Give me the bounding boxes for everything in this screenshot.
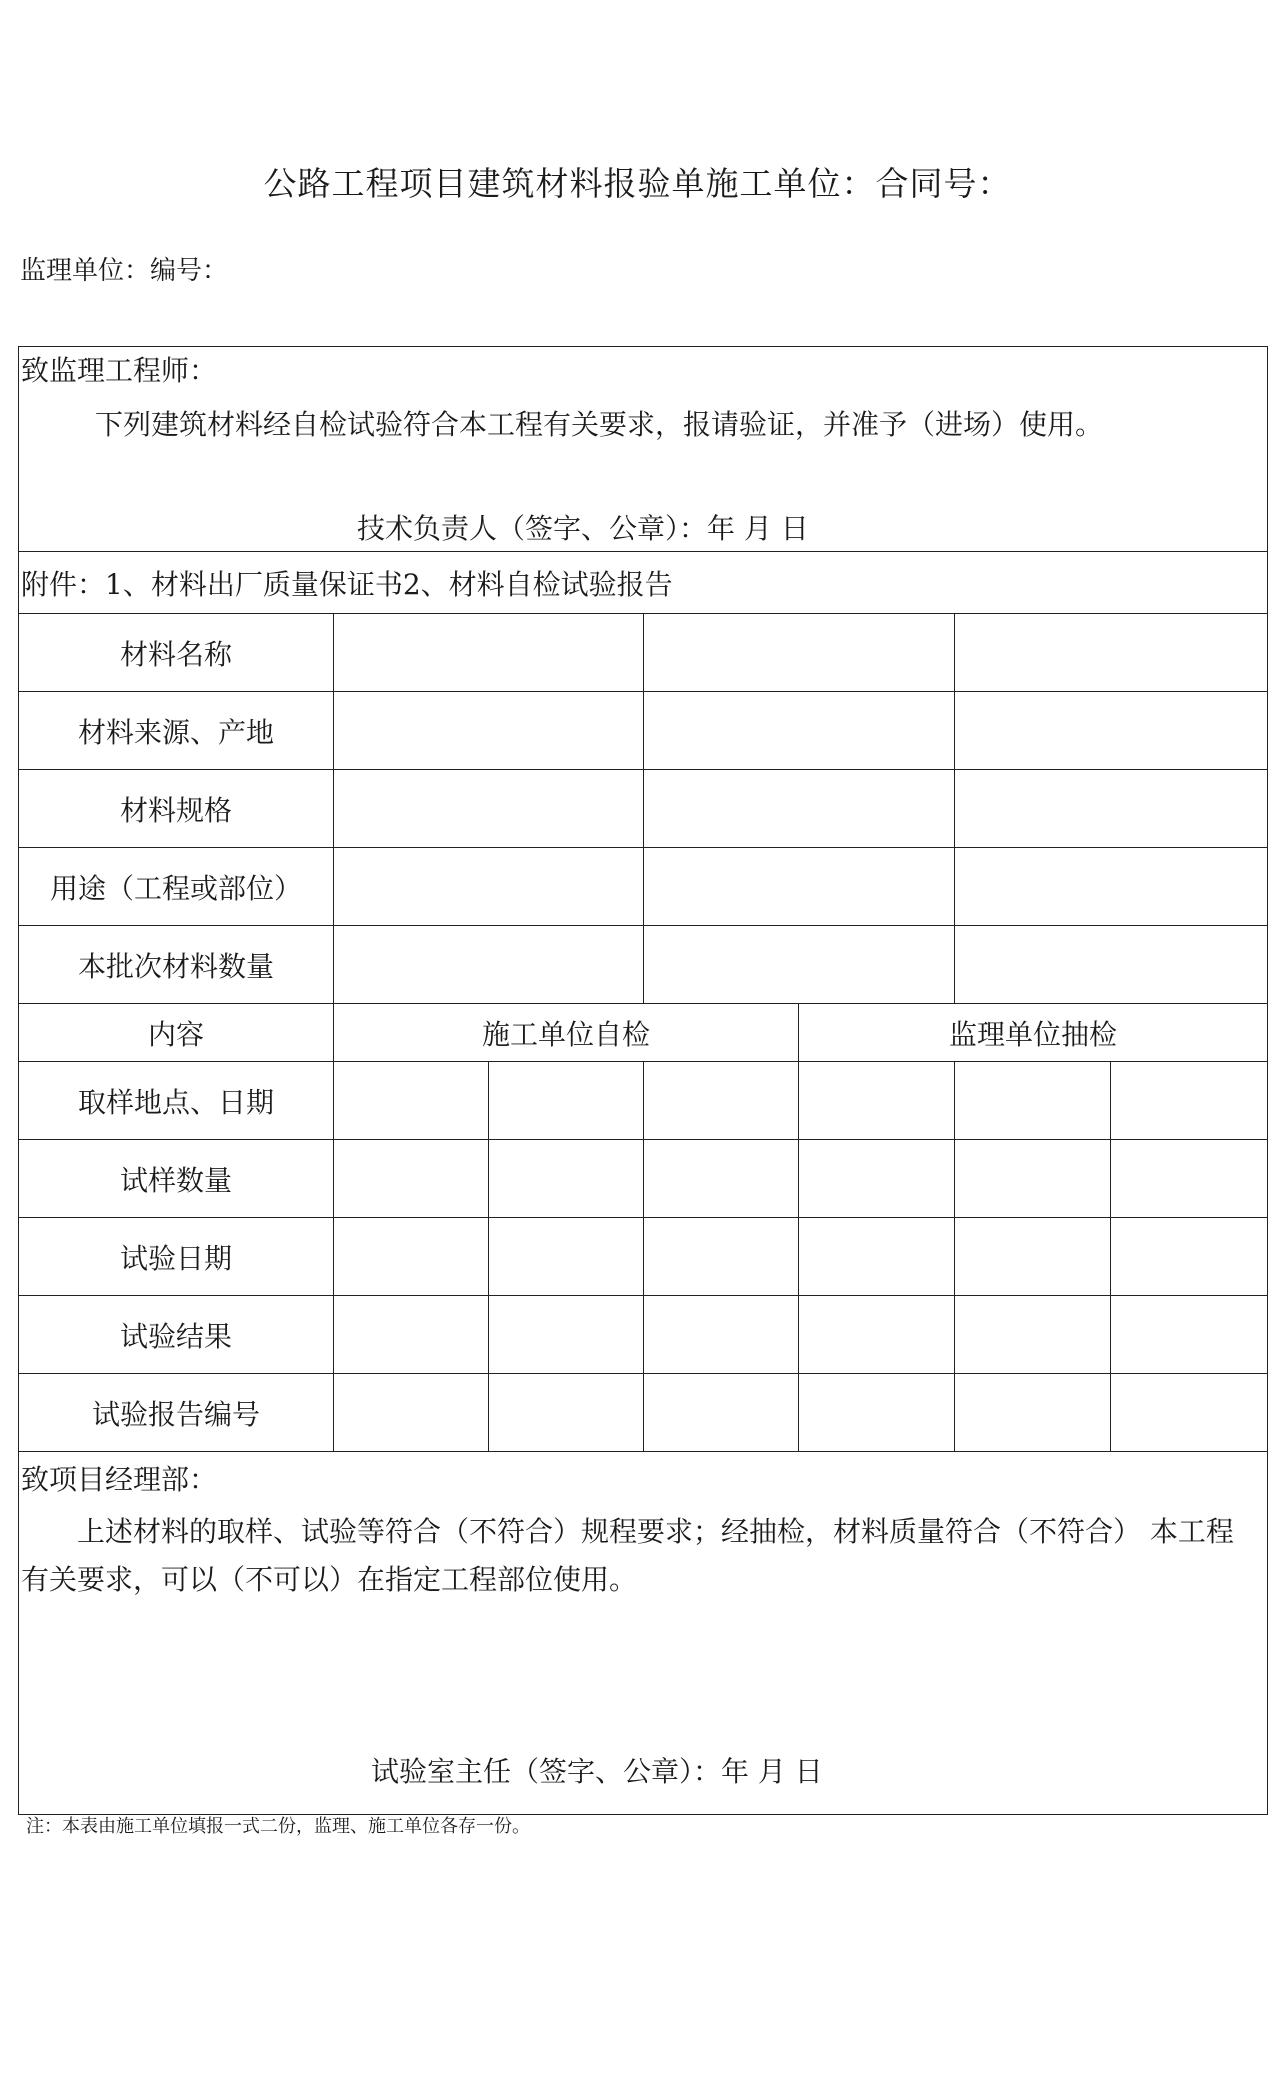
material-row-label: 材料规格 xyxy=(19,770,334,848)
request-body: 下列建筑材料经自检试验符合本工程有关要求，报请验证，并准予（进场）使用。 xyxy=(95,408,1104,441)
engineer-request-row xyxy=(19,347,1268,552)
material-field[interactable] xyxy=(334,926,644,1004)
inspection-field[interactable] xyxy=(334,1140,489,1218)
material-row xyxy=(19,614,1268,692)
inspection-row-label: 试样数量 xyxy=(19,1140,334,1218)
material-field[interactable] xyxy=(334,848,644,926)
inspection-field[interactable] xyxy=(644,1140,799,1218)
inspection-field[interactable] xyxy=(334,1218,489,1296)
inspection-field[interactable] xyxy=(1111,1140,1268,1218)
inspection-field[interactable] xyxy=(1111,1062,1268,1140)
tech-lead-signature: 技术负责人（签字、公章）：年 月 日 xyxy=(357,512,809,545)
response-body: 上述材料的取样、试验等符合（不符合）规程要求；经抽检，材料质量符合（不符合） 本工程有关要求，可以（不可以）在指定工程部位使用。 xyxy=(21,1515,1234,1596)
inspection-row xyxy=(19,1140,1268,1218)
inspection-field[interactable] xyxy=(334,1374,489,1452)
material-field[interactable] xyxy=(334,692,644,770)
inspection-field[interactable] xyxy=(955,1062,1111,1140)
supervisor-spot-check-header: 监理单位抽检 xyxy=(799,1004,1268,1062)
inspection-field[interactable] xyxy=(644,1296,799,1374)
material-field[interactable] xyxy=(955,848,1268,926)
manager-response-row xyxy=(19,1452,1268,1815)
material-field[interactable] xyxy=(955,692,1268,770)
material-field[interactable] xyxy=(955,770,1268,848)
inspection-field[interactable] xyxy=(644,1218,799,1296)
inspection-field[interactable] xyxy=(799,1374,955,1452)
material-field[interactable] xyxy=(644,926,955,1004)
inspection-field[interactable] xyxy=(334,1062,489,1140)
inspection-field[interactable] xyxy=(955,1218,1111,1296)
inspection-field[interactable] xyxy=(489,1374,644,1452)
material-row xyxy=(19,770,1268,848)
inspection-row xyxy=(19,1218,1268,1296)
content-header: 内容 xyxy=(19,1004,334,1062)
addressee-manager: 致项目经理部： xyxy=(21,1463,218,1496)
inspection-header-row xyxy=(19,1004,1268,1062)
inspection-field[interactable] xyxy=(644,1374,799,1452)
material-row xyxy=(19,848,1268,926)
inspection-row-label: 试验报告编号 xyxy=(19,1374,334,1452)
inspection-field[interactable] xyxy=(489,1140,644,1218)
inspection-field[interactable] xyxy=(334,1296,489,1374)
inspection-row-label: 试验日期 xyxy=(19,1218,334,1296)
inspection-field[interactable] xyxy=(489,1218,644,1296)
inspection-field[interactable] xyxy=(955,1296,1111,1374)
material-field[interactable] xyxy=(334,770,644,848)
engineer-request-cell xyxy=(19,347,1268,552)
material-field[interactable] xyxy=(644,692,955,770)
inspection-field[interactable] xyxy=(955,1374,1111,1452)
material-field[interactable] xyxy=(644,848,955,926)
material-field[interactable] xyxy=(955,614,1268,692)
inspection-row xyxy=(19,1374,1268,1452)
material-row xyxy=(19,926,1268,1004)
material-row-label: 材料来源、产地 xyxy=(19,692,334,770)
form-footnote: 注：本表由施工单位填报一式二份，监理、施工单位各存一份。 xyxy=(26,1816,530,1837)
material-row-label: 材料名称 xyxy=(19,614,334,692)
attachments-row xyxy=(19,552,1268,614)
inspection-field[interactable] xyxy=(489,1062,644,1140)
inspection-field[interactable] xyxy=(1111,1218,1268,1296)
inspection-field[interactable] xyxy=(644,1062,799,1140)
inspection-row xyxy=(19,1296,1268,1374)
document-title: 公路工程项目建筑材料报验单施工单位：合同号： xyxy=(263,164,1012,203)
inspection-field[interactable] xyxy=(799,1062,955,1140)
material-row xyxy=(19,692,1268,770)
material-row-label: 用途（工程或部位） xyxy=(19,848,334,926)
inspection-field[interactable] xyxy=(1111,1374,1268,1452)
lab-director-signature: 试验室主任（签字、公章）：年 月 日 xyxy=(371,1755,823,1788)
inspection-row xyxy=(19,1062,1268,1140)
material-field[interactable] xyxy=(955,926,1268,1004)
inspection-field[interactable] xyxy=(955,1140,1111,1218)
inspection-field[interactable] xyxy=(799,1296,955,1374)
material-field[interactable] xyxy=(644,770,955,848)
inspection-form-table xyxy=(18,346,1268,1815)
inspection-field[interactable] xyxy=(1111,1296,1268,1374)
inspection-row-label: 试验结果 xyxy=(19,1296,334,1374)
inspection-field[interactable] xyxy=(489,1296,644,1374)
attachments-cell: 附件：1、材料出厂质量保证书2、材料自检试验报告 xyxy=(19,552,1268,614)
supervision-unit-line: 监理单位：编号： xyxy=(20,256,229,286)
material-field[interactable] xyxy=(644,614,955,692)
manager-response-cell xyxy=(19,1452,1268,1815)
inspection-field[interactable] xyxy=(799,1218,955,1296)
inspection-row-label: 取样地点、日期 xyxy=(19,1062,334,1140)
material-field[interactable] xyxy=(334,614,644,692)
material-row-label: 本批次材料数量 xyxy=(19,926,334,1004)
inspection-field[interactable] xyxy=(799,1140,955,1218)
addressee-engineer: 致监理工程师： xyxy=(21,354,218,387)
contractor-self-check-header: 施工单位自检 xyxy=(334,1004,799,1062)
